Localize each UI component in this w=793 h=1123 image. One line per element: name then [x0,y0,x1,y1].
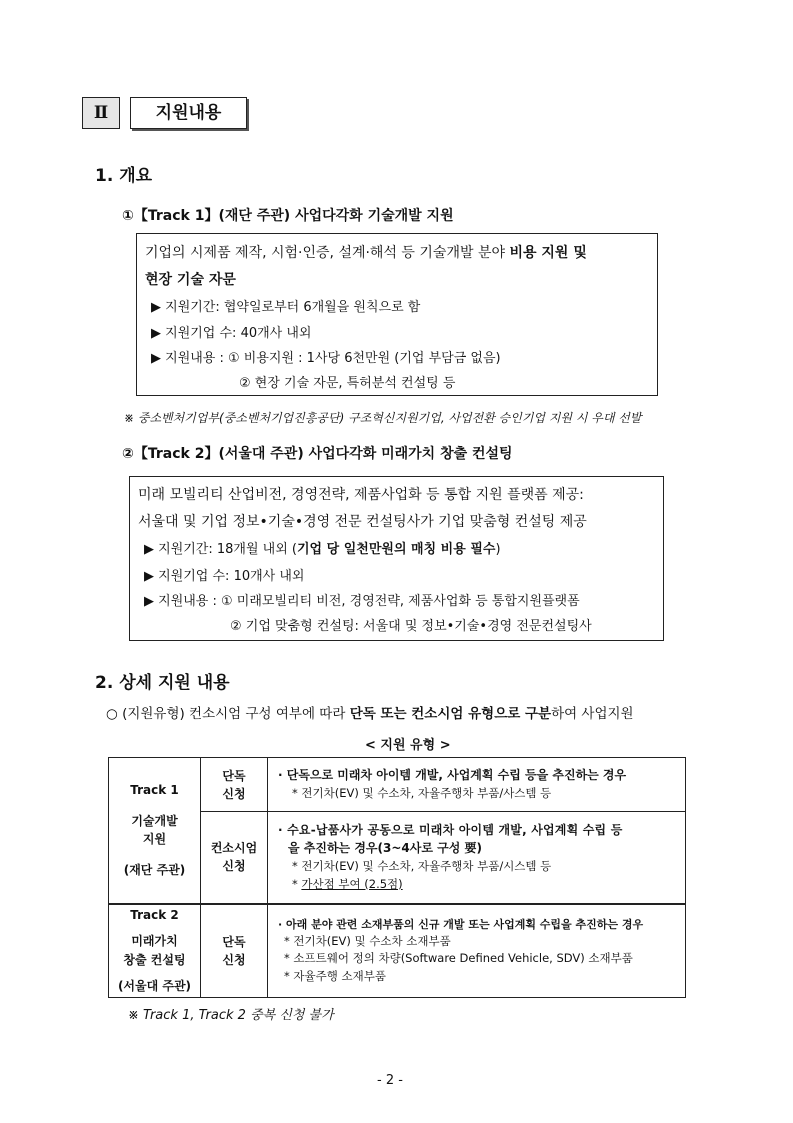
single-apply-cell [201,758,268,812]
row3-main: · 아래 분야 관련 소재부품의 신규 개발 또는 사업계획 수립을 추진하는 경우 [278,917,644,931]
track2-name1: 미래가치 [131,934,178,949]
consortium-label1: 컨소시엄 [210,841,258,856]
track2-content1: ▶ 지원내용 : ① 미래모빌리티 비전, 경영전략, 제품사업화 등 통합지원플랫폼 [144,594,580,609]
table-row [109,758,686,812]
track1-label: Track 1 [130,783,179,798]
track1-name2: 지원 [142,832,167,847]
row2-sub1: * 전기차(EV) 및 수소차, 자율주행차 부품/시스템 등 [292,859,552,874]
track1-note: ※ 중소벤처기업부(중소벤처기업진흥공단) 구조혁신지원기업, 사업전환 승인기업 지원 시 우대 선발 [124,411,642,425]
single-label4: 신청 [222,952,246,967]
overview-heading: 1. 개요 [95,166,153,186]
track2-content2: ② 기업 맞춤형 컨설팅: 서울대 및 정보•기술•경영 전문컨설팅사 [230,619,592,634]
row2-sub2: 가산점 부여 (2.5점) [301,876,403,891]
details-lead-bold: 단독 또는 컨소시엄 유형으로 구분 [349,706,552,722]
row2-desc [268,812,686,904]
track1-cell [109,758,201,904]
track2-period [144,538,501,557]
track2-intro1: 미래 모빌리티 산업비전, 경영전략, 제품사업화 등 통합 지원 플랫폼 제공: [138,487,584,503]
single-label3: 단독 [222,934,246,949]
duplicate-note: ※ Track 1, Track 2 중복 신청 불가 [128,1008,334,1023]
track1-intro [145,242,587,262]
track1-intro-bold-a: 비용 지원 및 [509,245,587,261]
track1-content2: ② 현장 기술 자문, 특허분석 컨설팅 등 [239,376,456,391]
track2-cell [109,904,201,998]
track1-name1: 기술개발 [131,813,178,828]
row2-main-a: · 수요-납품사가 공동으로 미래차 아이템 개발, 사업계획 수립 등 [278,822,623,837]
row3-sub2: * 소프트웨어 정의 차량(Software Defined Vehicle, SDV) 소재부품 [284,951,633,966]
track2-name2: 창출 컨설팅 [123,952,186,967]
details-heading: 2. 상세 지원 내용 [95,673,230,693]
track2-title: ②【Track 2】(서울대 주관) 사업다각화 미래가치 창출 컨설팅 [122,446,513,462]
track2-box [129,476,664,641]
table-row [109,904,686,998]
track1-org: (재단 주관) [123,862,186,877]
track1-period: ▶ 지원기간: 협약일로부터 6개월을 원칙으로 함 [151,300,421,315]
track2-period-bold: 기업 당 일천만원의 매칭 비용 필수 [297,542,496,557]
section-number: Ⅱ [82,97,120,129]
table-caption: < 지원 유형 > [365,738,451,753]
track2-period-end: ) [495,542,501,557]
single-label1: 단독 [222,768,246,783]
track1-count: ▶ 지원기업 수: 40개사 내외 [151,326,312,341]
row3-sub3: * 자율주행 소재부품 [284,969,386,984]
track1-intro-bold-b: 현장 기술 자문 [145,272,236,288]
consortium-label2: 신청 [222,859,246,874]
track2-count: ▶ 지원기업 수: 10개사 내외 [144,569,305,584]
track2-intro2: 서울대 및 기업 정보•기술•경영 전문 컨설팅사가 기업 맞춤형 컨설팅 제공 [138,514,587,530]
details-lead-text2: 하여 사업지원 [551,706,634,722]
details-lead [106,702,634,722]
row3-desc [268,904,686,998]
track2-label: Track 2 [130,907,179,922]
track2-org: (서울대 주관) [117,979,192,994]
track1-title: ①【Track 1】(재단 주관) 사업다각화 기술개발 지원 [122,208,454,224]
track2-single-cell [201,904,268,998]
track1-content1: ▶ 지원내용 : ① 비용지원 : 1사당 6천만원 (기업 부담금 없음) [151,351,501,366]
consortium-apply-cell [201,812,268,904]
details-lead-text1: ○ (지원유형) 컨소시엄 구성 여부에 따라 [106,706,346,722]
row2-main-b: 을 추진하는 경우(3~4사로 구성 要) [288,841,482,856]
page-number: - 2 - [377,1073,403,1088]
track1-box [136,233,658,396]
section-title: 지원내용 [130,97,247,129]
row1-sub: * 전기차(EV) 및 수소차, 자율주행차 부품/사스템 등 [292,785,552,800]
row1-main: · 단독으로 미래차 아이템 개발, 사업계획 수립 등을 추진하는 경우 [278,768,627,783]
row1-desc [268,758,686,812]
track1-intro-text: 기업의 시제품 제작, 시험·인증, 설계·해석 등 기술개발 분야 [145,245,506,261]
support-type-table [108,757,686,998]
track2-period-text: ▶ 지원기간: 18개월 내외 ( [144,542,297,557]
row2-sub2-star: * [292,876,298,891]
single-label2: 신청 [222,786,246,801]
row3-sub1: * 전기차(EV) 및 수소차 소재부품 [284,933,451,948]
